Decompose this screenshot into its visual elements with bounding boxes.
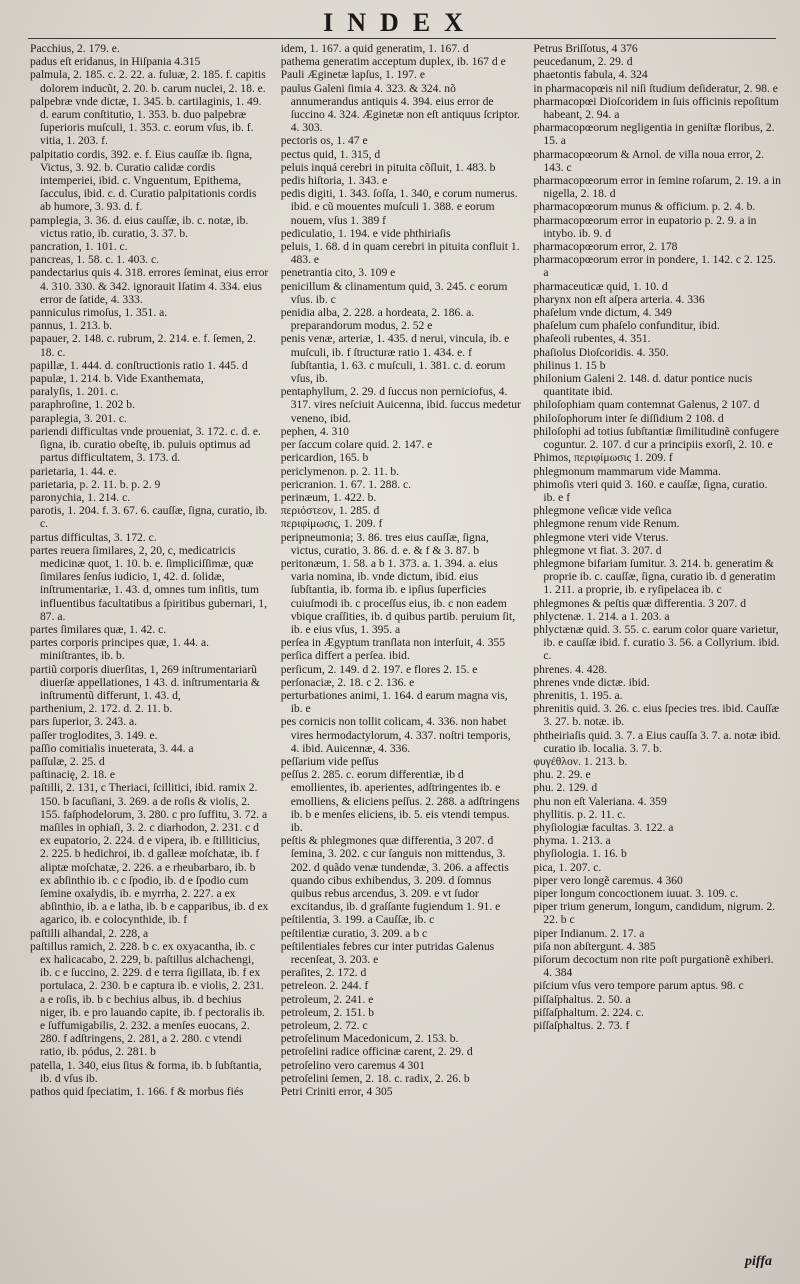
index-entry: piſſaſphaltus. 2. 50. a (533, 992, 631, 1006)
index-entry: partes ſimilares quæ, 1. 42. c. (30, 622, 167, 636)
index-entry: piſa non abſtergunt. 4. 385 (533, 939, 656, 953)
index-entry: perinæum, 1. 422. b. (280, 490, 377, 504)
index-entry: parietaria, 1. 44. e. (30, 464, 117, 478)
index-entry: phrenitis quid. 3. 26. c. eius ſpecies tres. ibid. Cauſſæ 3. 27. b. notæ. ib. (533, 702, 780, 729)
index-entry: phlegmonum mammarum vide Mamma. (533, 464, 721, 478)
index-entry: periclymenon. p. 2. 11. b. (280, 464, 400, 478)
index-entry: patella, 1. 340, eius ſitus & forma, ib. b ſubſtantia, ib. d vſus ib. (30, 1058, 262, 1085)
index-entry: pedis digiti, 1. 343. ſoſſa, 1. 340, e corum numerus. ibid. e cũ mouentes muſculi 1. 388. e eorum nouem, vſus 1. 389 f (280, 187, 518, 227)
index-entry: phlegmone bifariam ſumitur. 3. 214. b. generatim & proprie ib. c. cauſſæ, ſigna, curatio ib. d generatim 1. 211. a proprie, ib. e ryſipelacea ib. c (533, 556, 776, 597)
index-entry: piper trium generum, longum, candidum, nigrum. 2. 22. b c (533, 900, 776, 927)
index-entry: pharmacopœorum & Arnol. de villa noua error, 2. 143. c (533, 147, 765, 174)
index-entry: peſtilentiales febres cur inter putridas Galenus recenſeat, 3. 203. e (280, 939, 495, 967)
index-entry: περιόστεον, 1. 285. d (280, 504, 380, 518)
index-entry: pharmacopœorum error in eupatorio p. 2. 9. a in intybo. ib. 9. d (533, 213, 757, 240)
index-entry: phyſiologiæ facultas. 3. 122. a (533, 820, 674, 834)
index-entry: phlegmone veſicæ vide veſica (533, 504, 672, 518)
index-entry: partes corporis principes quæ, 1. 44. a. miniſtrantes, ib. b. (30, 636, 210, 663)
index-entry: Pacchius, 2. 179. e. (30, 42, 120, 55)
index-entry: penidia alba, 2. 228. a hordeata, 2. 186. a. preparandorum modus, 2. 52 e (280, 306, 475, 333)
index-entry: palpebræ vnde dictæ, 1. 345. b. cartilaginis, 1. 49. d. earum conſtitutio, 1. 353. b. duo palpebræ ſuperioris muſculi, 1. 353. c. eorum vſus, ib. f. vitia, 1. 203. f. (30, 94, 262, 148)
index-entry: piſſaſphaltus. 2. 73. f (533, 1019, 630, 1033)
index-entry: philoſophiam quam contemnat Galenus, 2 107. d (533, 398, 760, 412)
index-entry: peſtis & phlegmones quæ differentia, 3 207. d ſemina, 3. 202. c cur ſanguis non mittendus, 3. 202. d quãdo venæ tundendæ, 3. 206. a affectis quando cibus exhibendus, 3. 209. d ſomnus quibus rebus arcendus, 3. 209. e vt ſudor excitandus, ib. d graſſante fugiendum 1. 91. e (280, 834, 509, 914)
index-entry: phlegmones & peſtis quæ differentia. 3 207. d (533, 596, 746, 610)
index-entry: peſſus 2. 285. c. eorum differentiæ, ib d emollientes, ib. aperientes, adſtringentes ib. e emolliens, & eliciens peſſus. 2. 288. a adſtringens ib. b e menſes eliciens, ib. 5. eis vtendi tempus. ib. (280, 768, 520, 834)
index-entry: idem, 1. 167. a quid generatim, 1. 167. d (280, 42, 469, 55)
index-entry: peritonæum, 1. 58. a b 1. 373. a. 1. 394. a. eius varia nomina, ib. vnde dictum, ibid. eius ſubſtantia, ib. forma ib. e ipſius ſuperficies cuiuſmodi ib. c proceſſus eius, ib. c non eadem vbique craſſities, ib. d quibus partib. peruium ſit, ib. e eius vſus, 1. 395. a (280, 556, 516, 636)
index-entry: petroſelini ſemen, 2. 18. c. radix, 2. 26. b (280, 1071, 470, 1085)
index-entry: piper Indianum. 2. 17. a (533, 926, 645, 940)
index-entry: pectoris os, 1. 47 e (280, 134, 368, 148)
index-entry: paralyſis, 1. 201. c. (30, 385, 119, 399)
index-entry: paſſulæ, 2. 25. d (30, 754, 105, 768)
index-entry: panniculus rimoſus, 1. 351. a. (30, 306, 168, 320)
index-entry: per ſaccum colare quid. 2. 147. e (280, 438, 433, 452)
index-entry: peluis, 1. 68. d in quam cerebri in pituita confluit 1. 483. e (280, 240, 520, 267)
header-rule (28, 38, 776, 39)
index-entry: petroſelini radice officinæ carent, 2. 29. d (280, 1045, 473, 1059)
index-entry: pharmacopœorum munus & officium. p. 2. 4. b. (533, 200, 756, 214)
index-entry: philoſophi ad totius ſubſtantiæ ſimilitudinẽ confugere coguntur. 2. 107. d cur a principiis exorſi, 2. 10. e (533, 424, 780, 452)
index-entry: perſonaciæ, 2. 18. c 2. 136. e (280, 675, 415, 689)
index-entry: peraſites, 2. 172. d (280, 966, 367, 980)
index-entry: paraphroſine, 1. 202 b. (30, 398, 135, 412)
index-column-middle (281, 42, 522, 1252)
index-entry: pharmacopœi Dioſcoridem in ſuis officinis repoſitum habeant, 2. 94. a (533, 94, 779, 122)
index-entry: pamplegia, 3. 36. d. eius cauſſæ, ib. c. notæ, ib. victus ratio, ib. curatio, 3. 37. b. (30, 213, 249, 240)
index-entry: phlegmone vteri vide Vterus. (533, 530, 669, 544)
index-column-right (533, 42, 782, 1252)
index-entry: phaſelum cum phaſelo confunditur, ibid. (533, 319, 720, 333)
index-entry: pharmacopœorum negligentia in geniſtæ floribus, 2. 15. a (533, 121, 775, 148)
index-columns (30, 42, 782, 1252)
index-entry: parietaria, p. 2. 11. b. p. 2. 9 (30, 477, 161, 491)
index-entry: papauer, 2. 148. c. rubrum, 2. 214. e. f. ſemen, 2. 18. c. (30, 332, 256, 359)
index-entry: partus difficultas, 3. 172. c. (30, 530, 157, 544)
index-entry: piſorum decoctum non rite poſt purgationẽ exhiberi. 4. 384 (533, 953, 774, 980)
index-entry: pandectarius quis 4. 318. errores ſeminat, eius error 4. 310. 330. & 342. ignorauit Iſatim 4. 334. eius error de ſatide, 4. 333. (30, 266, 269, 306)
index-entry: in pharmacopœis nil niſi ſtudium deſideratur, 2. 98. e (533, 81, 778, 95)
index-entry: philoſophorum inter ſe diſſidium 2 108. d (533, 411, 724, 425)
index-entry: Petrus Briſſotus, 4 376 (533, 42, 638, 55)
index-entry: peſtilentiæ curatio, 3. 209. a b c (280, 926, 428, 940)
index-entry: φυγέθλον. 1. 213. b. (533, 754, 628, 768)
index-entry: phaſiolus Dioſcoridis. 4. 350. (533, 345, 669, 359)
index-entry: papillæ, 1. 444. d. conſtructionis ratio 1. 445. d (30, 358, 248, 372)
index-entry: piſcium vſus vero tempore parum aptus. 98. c (533, 979, 744, 993)
index-entry: petroleum, 2. 241. e (280, 992, 374, 1006)
index-entry: pericardion, 165. b (280, 451, 369, 465)
index-entry: peucedanum, 2. 29. d (533, 55, 633, 69)
index-entry: phrenitis, 1. 195. a. (533, 688, 623, 702)
index-entry: pars ſuperior, 3. 243. a. (30, 715, 138, 729)
index-entry: Pauli Æginetæ lapſus, 1. 197. e (280, 68, 425, 82)
index-entry: phrenes. 4. 428. (533, 662, 608, 676)
index-entry: pharmacopœorum error in ſemine roſarum, 2. 19. a in nigella, 2. 18. d (533, 174, 781, 201)
index-entry: partes reuera ſimilares, 2, 20, c, medicatricis medicinæ quot, 1. 10. b. e. ſimpliciſſimæ, quæ ſimilares ſenſus iudicio, 1, 42. d. ſolidæ, inſtrumentariæ, 1. 43. d, omnes tum inſitis, tum influentibus facultatibus a ſpiritibus gubernari, 1, 87. a. (30, 543, 267, 623)
index-entry: palmula, 2. 185. c. 2. 22. a. fuluæ, 2. 185. f. capitis dolorem inducũt, 2. 20. b. carum nuclei, 2. 18. e. (30, 68, 266, 95)
index-entry: philinus 1. 15 b (533, 358, 606, 372)
index-entry: partiũ corporis diuerſitas, 1, 269 inſtrumentariarũ diuerſæ appellationes, 1 43. d. inſtrumentaria & inſtrumentũ differunt, 1. 43. d, (30, 662, 260, 702)
index-entry: phu. 2. 129. d (533, 781, 598, 795)
index-entry: pharmaceuticæ quid, 1. 10. d (533, 279, 668, 293)
index-entry: pediculatio, 1. 194. e vide phthiriaſis (280, 226, 451, 240)
index-entry: Phimos, περιφίμωσις 1. 209. f (533, 451, 673, 465)
index-entry: peripneumonia; 3. 86. tres eius cauſſæ, ſigna, victus, curatio, 3. 86. d. e. & f & 3. 87. b (280, 530, 489, 557)
index-entry: paraplegia, 3. 201. c. (30, 411, 127, 425)
index-entry: petroſelino vero caremus 4 301 (280, 1058, 425, 1072)
index-entry: phu non eſt Valeriana. 4. 359 (533, 794, 667, 808)
index-entry: phlegmone renum vide Renum. (533, 517, 680, 531)
index-entry: paſtinacię, 2. 18. e (30, 768, 115, 782)
index-entry: padus eſt eridanus, in Hiſpania 4.315 (30, 55, 201, 69)
index-entry: parotis, 1. 204. f. 3. 67. 6. cauſſæ, ſigna, curatio, ib. c. (30, 504, 268, 531)
index-entry: penetrantia cito, 3. 109 e (280, 266, 396, 280)
index-entry: phlegmone vt fiat. 3. 207. d (533, 543, 662, 557)
catchword: piffa (745, 1254, 772, 1269)
page-header-index: INDEX (323, 8, 477, 37)
index-entry: phyllitis. p. 2. 11. c. (533, 807, 626, 821)
index-entry: paſſer troglodites, 3. 149. e. (30, 728, 158, 742)
index-entry: paſtilli, 2. 131, c Theriaci, ſcillitici, ibid. ramix 2. 150. b ſacuſiani, 3. 269. a de roſis & violis, 2. 155. faſphodelorum, 3. 280. c pro ſuffitu, 3. 72. a maſiles in ophiaſi, 3. 2. c diarhodon, 2. 231. c d ex eupatorio, 2. 224. d e vipera, ib. e ſtilliticius, 2. 225. b hedichroi, ib. d galleæ moſchatæ, ib. f aliptæ moſchatæ, 2. 226. a e rheubarbaro, ib. b ex abſinthio ib. c c ſpodio, ib. d e ſpodio cum ſemine oxalydis, ib. e myrrha, 2. 227. a ex abſinthio, ib. a e latha, ib. b e capparibus, ib. d ex agarico, ib. e colocynthide, ib. f (30, 781, 269, 927)
index-entry: palpitatio cordis, 392. e. f. Eius cauſſæ ib. ſigna, Victus, 3. 92. b. Curatio calidæ cordis intemperiei, ibid. c. Vnguentum, Epithema, ſacculus, ibid. c. d. Curatio palpitationis cordis ab humore, 3. 93. d. f. (30, 147, 257, 214)
index-entry: peluis inquá cerebri in pituita cõſluit, 1. 483. b (280, 160, 496, 174)
index-entry: pancreas, 1. 58. c. 1. 403. c. (30, 253, 160, 267)
index-entry: perturbationes animi, 1. 164. d earum magna vis, ib. e (280, 688, 508, 716)
index-entry: perſica differt a perſea. ibid. (280, 649, 410, 663)
index-column-left (30, 42, 269, 1252)
index-entry: piper vero longẽ caremus. 4 360 (533, 873, 683, 887)
index-entry: paſſio comitialis inueterata, 3. 44. a (30, 741, 194, 755)
index-entry: pericranion. 1. 67. 1. 288. c. (280, 477, 412, 491)
index-entry: phlyctenæ. 1. 214. a 1. 203. a (533, 609, 670, 623)
index-entry: pariendi difficultas vnde proueniat, 3. 172. c. d. e. ſigna, ib. curatio obeſtę, ib. puluis optimus ad partus difficultatem, 3. 173. d. (30, 424, 261, 465)
index-entry: penis venæ, arteriæ, 1. 435. d nerui, vincula, ib. e muſculi, ib. f ſtructuræ ratio 1. 434. e. f ſubſtantia, 1. 63. c muſculi, 1. 381. c. d. eorum vſus, ib. (280, 332, 510, 386)
index-entry: phlyctænæ quid. 3. 55. c. earum color quare varietur, ib. e cauſſæ ibid. f. curatio 3. 56. a Collyrium. ibid. c. (533, 622, 780, 663)
index-entry: pharynx non eſt aſpera arteria. 4. 336 (533, 292, 705, 306)
index-entry: phu. 2. 29. e (533, 768, 591, 782)
index-entry: pharmacopœorum error in pondere, 1. 142. c 2. 125. a (533, 253, 776, 280)
index-entry: penicillum & clinamentum quid, 3. 245. c eorum vſus. ib. c (280, 279, 508, 306)
index-entry: piſſaſphaltum. 2. 224. c. (533, 1005, 644, 1019)
index-entry: paſtilli alhandal, 2. 228, a (30, 926, 149, 940)
index-entry: pathema generatim acceptum duplex, ib. 167 d e (280, 55, 506, 69)
index-entry: petroleum, 2. 72. c (280, 1019, 368, 1033)
index-entry: pannus, 1. 213. b. (30, 319, 113, 333)
index-entry: phaſelum vnde dictum, 4. 349 (533, 306, 672, 320)
index-entry: Petri Criniti error, 4 305 (280, 1085, 393, 1099)
index-entry: pathos quid ſpeciatim, 1. 166. f & morbus fiés (30, 1085, 244, 1099)
index-entry: philonium Galeni 2. 148. d. datur pontice nucis quantitate ibid. (533, 372, 753, 399)
index-entry: phaetontis fabula, 4. 324 (533, 68, 648, 82)
index-entry: peſtilentia, 3. 199. a Cauſſæ, ib. c (280, 913, 435, 927)
index-entry: phyſiologia. 1. 16. b (533, 847, 627, 861)
index-entry: pentaphyllum, 2. 29. d ſuccus non perniciofus, 4. 317. vires neſciuit Auicenna, ibid. ſuccus medetur veneno, ibid. (280, 385, 521, 425)
index-entry: pharmacopœorum error, 2. 178 (533, 240, 678, 254)
index-entry: perſicum, 2. 149. d 2. 197. e flores 2. 15. e (280, 662, 478, 676)
index-entry: phyma. 1. 213. a (533, 834, 611, 848)
index-entry: peſſarium vide peſſus (280, 754, 379, 768)
index-entry: pephen, 4. 310 (280, 424, 349, 438)
index-entry: pes cornicis non tollit colicam, 4. 336. non habet vires hermodactylorum, 4. 337. noſtri temporis, 4. ibid. Auicennæ, 4. 336. (280, 715, 511, 755)
index-entry: pica, 1. 207. c. (533, 860, 602, 874)
index-entry: phimoſis vteri quid 3. 160. e cauſſæ, ſigna, curatio. ib. e f (533, 477, 768, 504)
index-entry: pedis hiſtoria, 1. 343. e (280, 174, 388, 188)
index-entry: περιφίμωσις, 1. 209. f (280, 517, 383, 531)
index-entry: papulæ, 1. 214. b. Vide Exanthemata, (30, 372, 204, 386)
index-entry: pancration, 1. 101. c. (30, 240, 128, 254)
index-entry: petroleum, 2. 151. b (280, 1005, 375, 1019)
index-entry: paulus Galeni ſimia 4. 323. & 324. nõ annumerandus antiquis 4. 394. eius error de ſuccino 4. 324. Æginetæ non eſt antiquus ſcriptor. 4. 303. (280, 81, 520, 135)
index-entry: parthenium, 2. 172. d. 2. 11. b. (30, 702, 173, 716)
index-entry: petroſelinum Macedonicum, 2. 153. b. (280, 1032, 459, 1046)
index-entry: paronychia, 1. 214. c. (30, 490, 131, 504)
index-entry: pectus quid, 1. 315, d (280, 147, 381, 161)
index-entry: piper longum concoctionem iuuat. 3. 109. c. (533, 887, 739, 900)
index-entry: phaſeoli rubentes, 4. 351. (533, 332, 651, 346)
index-entry: petreleon. 2. 244. f (280, 979, 369, 993)
index-entry: phrenes vnde dictæ. ibid. (533, 675, 650, 689)
index-entry: perſea in Ægyptum tranſlata non interſuit, 4. 355 (280, 636, 506, 650)
index-entry: phtheiriaſis quid. 3. 7. a Eius cauſſa 3. 7. a. notæ ibid. curatio ib. localia. 3. 7. b. (533, 728, 781, 755)
index-entry: paſtillus ramich, 2. 228. b c. ex oxyacantha, ib. c ex halicacabo, 2. 229, b. paſtillus alchachengi, ib. c e ſuccino, 2. 229. d e terra ſigillata, ib. f ex portulaca, 2. 230. b e captura ib. e violis, 2. 231. a e roſis, ib. b c bechius albus, ib. d bechius niger, ib. e pro lauando capite, ib. f pectoralis ib. e ſuffumigabilis, 2. 232. a menſes euocans, 2. 280. f adſtringens, 2. 281, a 2. 280. c vtendi ratio, ib. pódus, 2. 281. b (30, 939, 265, 1059)
